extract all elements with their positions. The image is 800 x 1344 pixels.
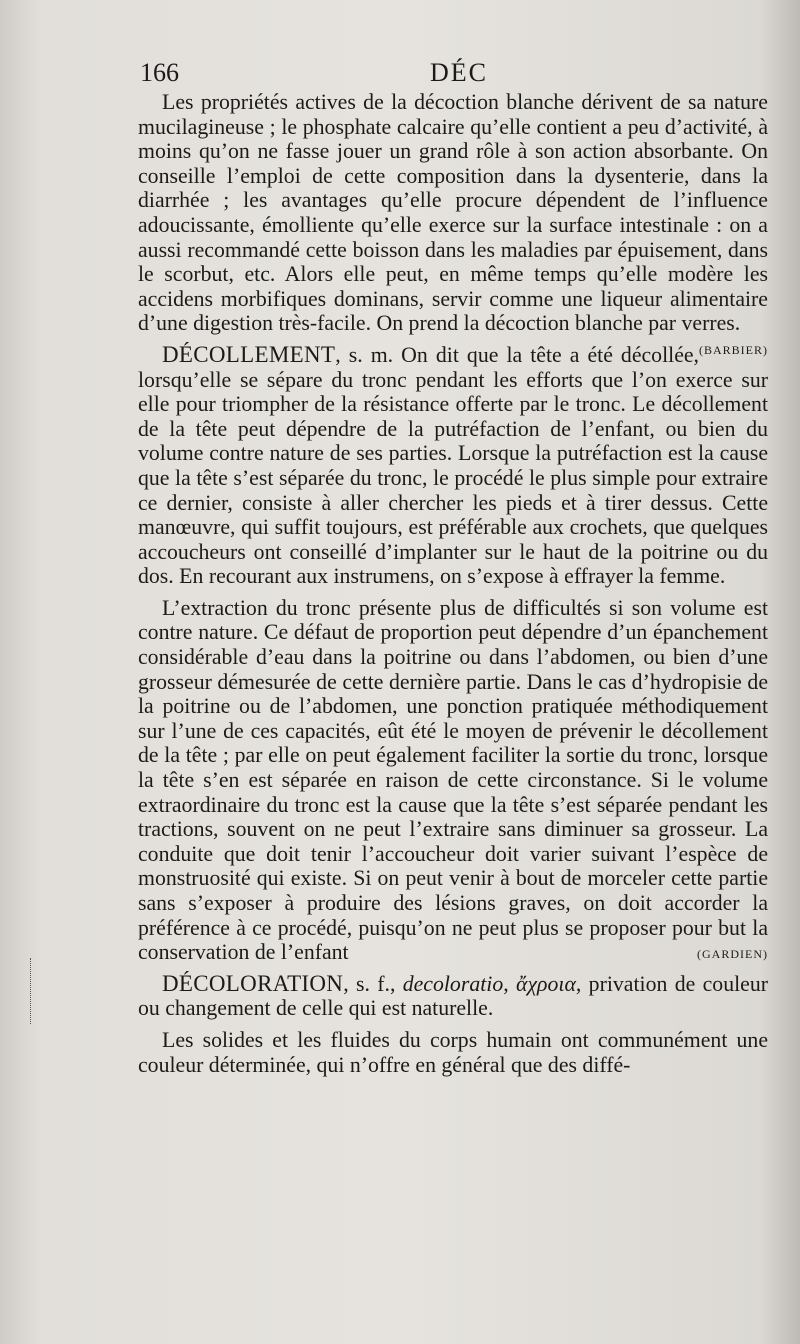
entry-text: , [503, 971, 517, 996]
running-head: DÉC [430, 58, 488, 87]
paragraph-text: Les solides et les fluides du corps humain ont communément une couleur déterminée, qui n’offre en général que des diffé- [138, 1027, 768, 1077]
greek-term: ἄχροια [516, 971, 576, 996]
entry-text: , s. m. On dit que la tête a été décollée, lorsqu’elle se sépare du tronc pendant les efforts que l’on exerce sur elle pour triompher de la résistance offerte par le tronc. Le décollement de la tête peut dépendre de la putréfaction de l’enfant, ou bien du volume contre nature de ses parties. Lorsque la putréfaction est la cause que la tête s’est séparée du tronc, le procédé le plus simple pour extraire ce dernier, consiste à aller chercher les pieds et à tirer dessus. Cette manœuvre, qui suffit toujours, est préférable aux crochets, que quelques accoucheurs ont conseillé d’implanter sur le haut de la poitrine ou du dos. En recourant aux instrumens, on s’expose à effrayer la femme. [138, 342, 768, 589]
paragraph-extraction-du-tronc [138, 596, 768, 965]
entry-headword: DÉCOLLEMENT [162, 341, 336, 367]
entry-text: , s. f., [343, 971, 403, 996]
latin-term: decoloratio [402, 971, 504, 996]
entry-decoloration [138, 972, 768, 1021]
entry-text: , privation de couleur ou changement de celle qui est naturelle. [138, 971, 768, 1021]
paragraph-text: Les propriétés actives de la décoction blanche dérivent de sa nature mucilagineuse ; le phosphate calcaire qu’elle contient a peu d’activité, à moins qu’on ne fasse jouer un grand rôle à son action absorbante. On conseille l’emploi de cette composition dans la dysenterie, dans la diarrhée ; les avantages qu’elle procure dépendent de l’influence adoucissante, émolliente qu’elle exerce sur la surface intestinale : on a aussi recommandé cette boisson dans les maladies par épuisement, dans le scorbut, etc. Alors elle peut, en même temps qu’elle modère les accidens morbifiques dominans, servir comme une liqueur alimentaire d’une digestion très-facile. On prend la décoction blanche par verres. [138, 90, 768, 336]
page-body [138, 90, 768, 1077]
paragraph-couleur [138, 1028, 768, 1077]
entry-decollement [138, 343, 768, 589]
page-number: 166 [140, 58, 179, 87]
paragraph-text: L’extraction du tronc présente plus de difficultés si son volume est contre nature. Ce défaut de proportion peut dépendre d’un épanchement considérable d’eau dans la poitrine ou dans l’abdomen, ou bien d’une grosseur démesurée de cette dernière partie. Dans le cas d’hydropisie de la poitrine ou de l’abdomen, une ponction pratiquée méthodiquement sur l’une de ces capacités, eût été le moyen de prévenir le décollement de la tête ; par elle on peut également faciliter la sortie du tronc, lorsque la tête s’en est séparée en raison de cette circonstance. Si le volume extraordinaire du tronc est la cause que la tête s’est séparée pendant les tractions, souvent on ne peut l’extraire sans diminuer sa grosseur. La conduite que doit tenir l’accoucheur doit varier suivant l’espèce de monstruosité qui existe. Si on peut venir à bout de morceler cette partie sans s’exposer à produire des lésions graves, on doit accorder la préférence à ce procédé, puisqu’on ne peut plus se proposer pour but la conservation de l’enfant [138, 595, 768, 965]
author-signature: (GARDIEN) [697, 947, 768, 962]
author-signature: (BARBIER) [699, 342, 768, 357]
page-header [138, 58, 768, 90]
margin-pencil-mark [30, 958, 39, 1024]
entry-headword: DÉCOLORATION [162, 970, 344, 996]
